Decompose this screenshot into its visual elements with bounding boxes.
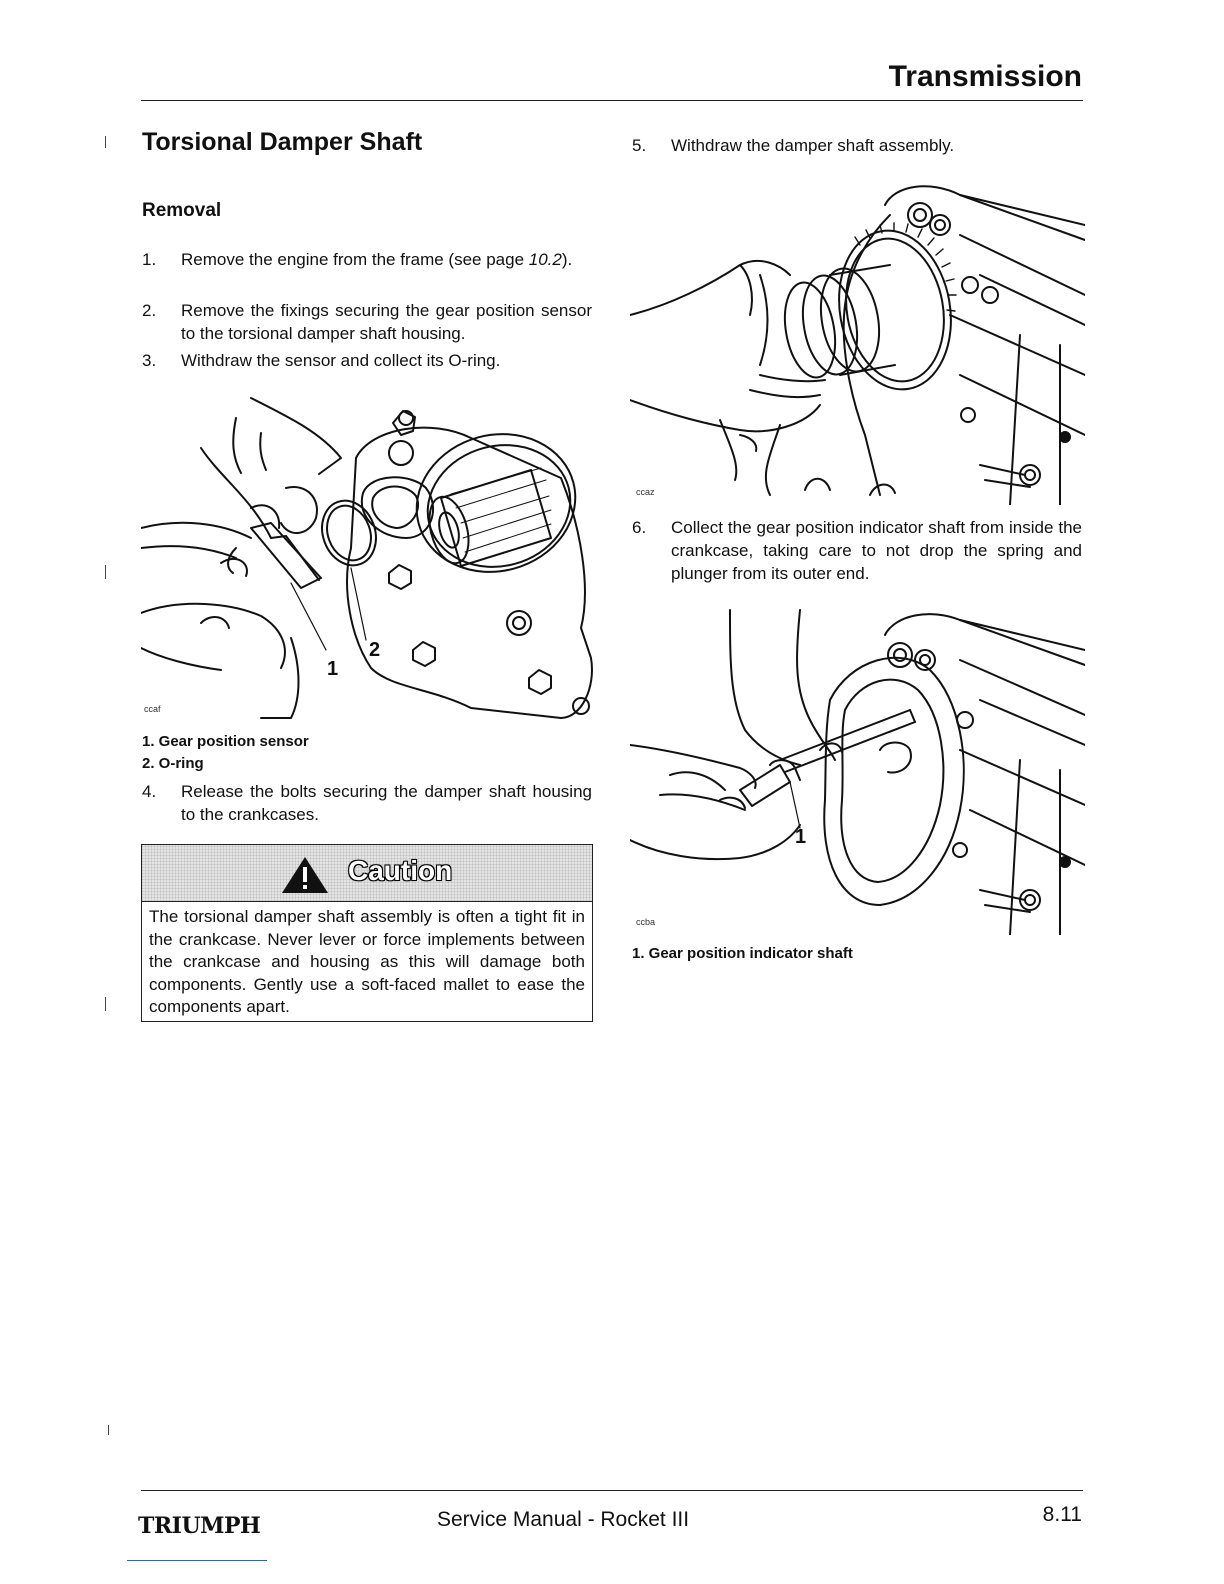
callout-1: 1: [795, 826, 807, 848]
figure-code: ccba: [636, 917, 656, 927]
step-number: 2.: [142, 301, 157, 320]
step-number: 4.: [142, 782, 157, 801]
footer-title: Service Manual - Rocket III: [437, 1508, 690, 1531]
step-6: [632, 516, 1082, 585]
triumph-logo: TRIUMPH: [138, 1513, 261, 1539]
warning-icon: [280, 855, 330, 895]
figure-damper-shaft-withdrawal: [630, 175, 1085, 505]
margin-mark: [105, 565, 106, 579]
step-number: 1.: [142, 250, 157, 269]
header-rule: [141, 100, 1083, 101]
step-3: [142, 349, 592, 372]
caption-2: 2. O-ring: [142, 755, 204, 772]
step-1: 1. Remove the engine from the frame (see page 10.2).: [142, 250, 573, 269]
step-4: [142, 780, 592, 826]
figure-code: ccaz: [636, 487, 655, 497]
page-number: 8.11: [1042, 1503, 1082, 1526]
caution-box: [141, 844, 593, 1022]
figure-code: ccaf: [144, 704, 161, 714]
step-number: 3.: [142, 351, 157, 370]
step-text: Remove the fixings securing the gear position sensor to the torsional damper shaft housing.: [181, 301, 592, 343]
subsection-title: Removal: [142, 200, 222, 221]
caution-title: Caution: [348, 855, 453, 886]
callout-1: 1: [327, 658, 339, 680]
margin-mark: [105, 136, 106, 148]
step-text: Withdraw the sensor and collect its O-ring.: [181, 351, 501, 370]
step-number: 6.: [632, 518, 647, 537]
step-text: Withdraw the damper shaft assembly.: [671, 136, 955, 155]
figure-gear-position-sensor: [141, 388, 596, 723]
margin-mark: [108, 1425, 109, 1435]
page-title: Torsional Damper Shaft: [142, 128, 423, 156]
step-text: Release the bolts securing the damper shaft housing to the crankcases.: [181, 782, 592, 824]
step-text: Collect the gear position indicator shaft from inside the crankcase, taking care to not drop the spring and plunger from its outer end.: [671, 518, 1082, 583]
margin-mark: [105, 997, 106, 1011]
footer-rule: [141, 1490, 1083, 1491]
caption-1: 1. Gear position indicator shaft: [632, 945, 853, 962]
logo-underline: [127, 1560, 267, 1561]
step-number: 5.: [632, 136, 647, 155]
callout-2: 2: [369, 639, 381, 661]
page-reference: 10.2: [528, 250, 562, 269]
step-5: [632, 134, 1082, 157]
caution-header: [142, 845, 592, 902]
figure-gear-position-indicator-shaft: [630, 600, 1085, 935]
step-2: [142, 299, 592, 345]
caption-1: 1. Gear position sensor: [142, 733, 309, 750]
caution-text: The torsional damper shaft assembly is often a tight fit in the crankcase. Never lever or force implements between the crankcase and housing as this will damage both components. Gently use a soft-faced mallet to ease the components apart.: [149, 907, 585, 1016]
section-header: Transmission: [888, 60, 1082, 93]
